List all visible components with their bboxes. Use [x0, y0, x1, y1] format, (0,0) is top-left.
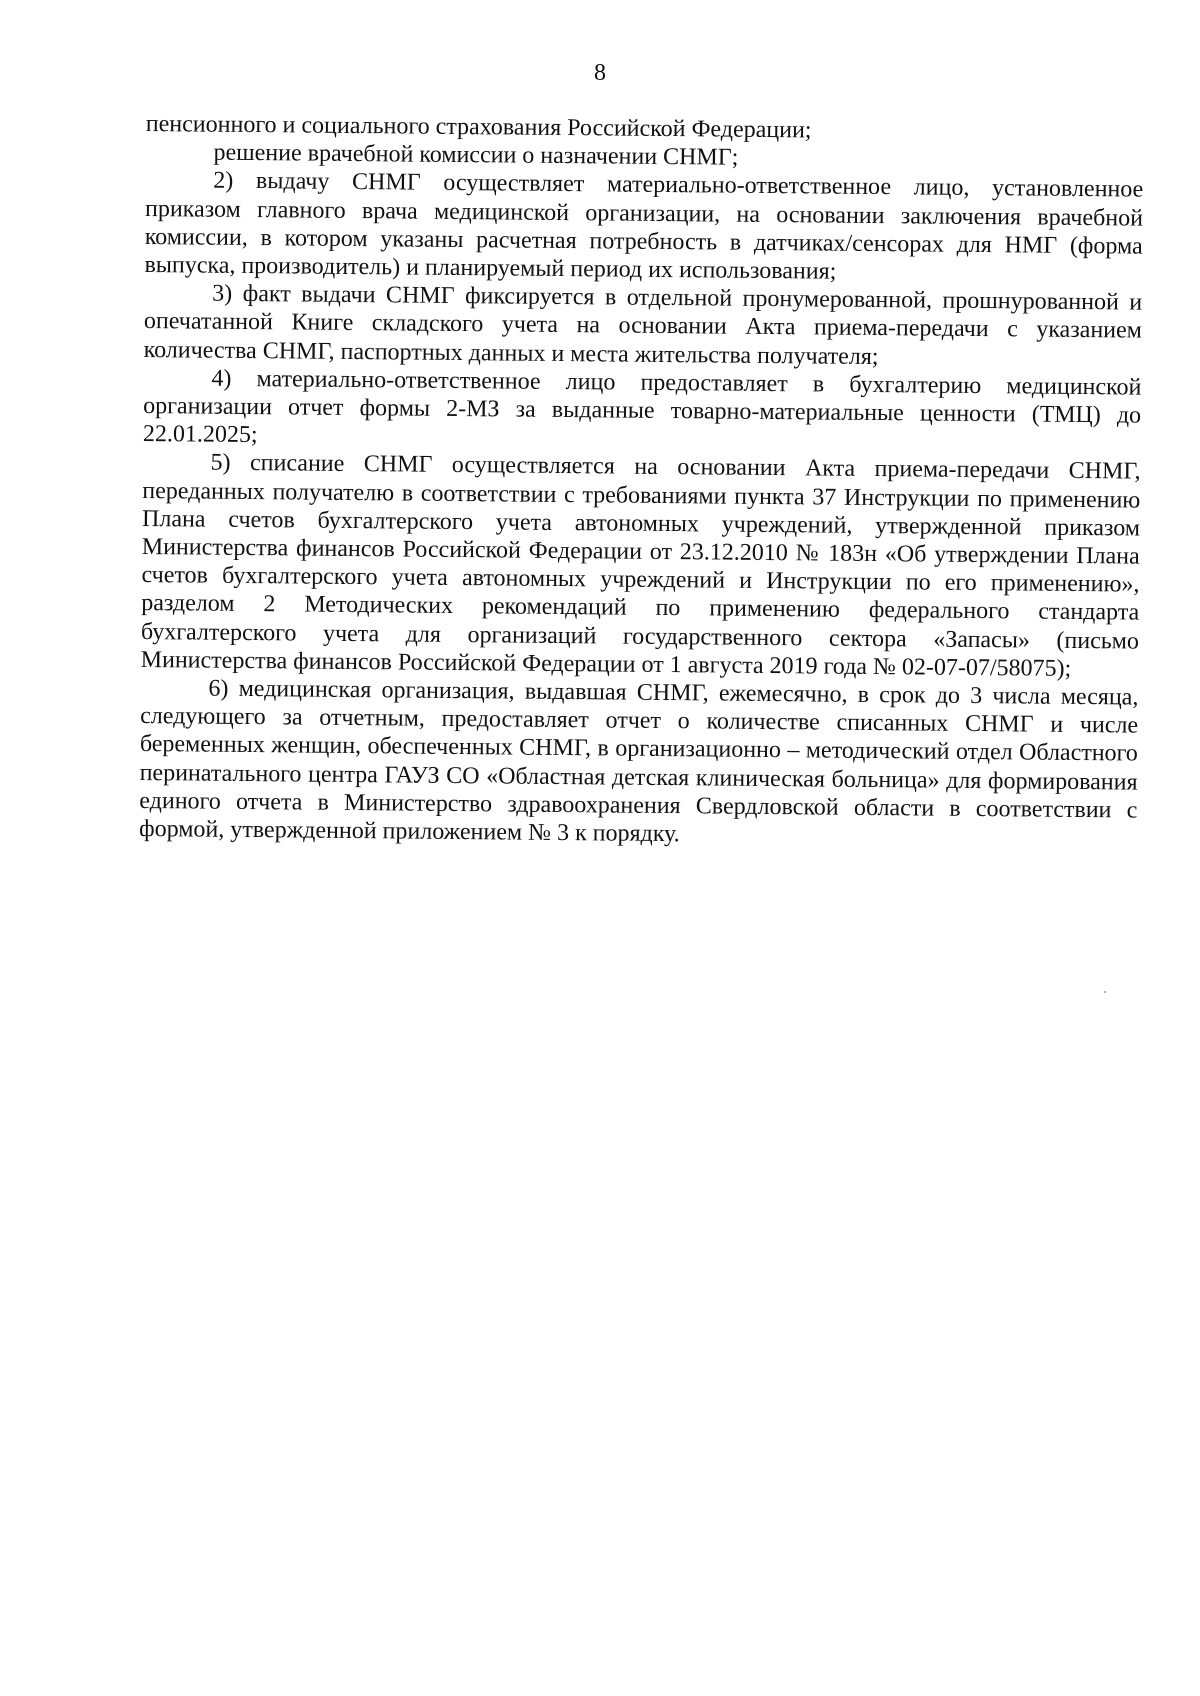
paragraph-item-2: 2) выдачу СНМГ осуществляет материально-ответственное лицо, установленное приказом главного врача медицинской организации, на основании заключения врачебной комиссии, в котором указаны расчетная потребность в датчиках/сенсорах для НМГ (форма выпуска, производитель) и планируемый период их использования;	[144, 168, 1144, 285]
scan-speck	[1104, 991, 1106, 993]
paragraph-medical-commission-decision: решение врачебной комиссии о назначении СНМГ;	[213, 139, 739, 171]
paragraph-item-5: 5) списание СНМГ осуществляется на основании Акта приема-передачи СНМГ, переданных получателю в соответствии с требованиями пункта 37 Инструкции по применению Плана счетов бухгалтерского учета автономных учреждений, утвержденной приказом Министерства финансов Российской Федерации от 23.12.2010 № 183н «Об утверждении Плана счетов бухгалтерского учета автономных учреждений и Инструкции по его применению», разделом 2 Методических рекомендаций по применению федерального стандарта бухгалтерского учета для организаций государственного сектора «Запасы» (письмо Министерства финансов Российской Федерации от 1 августа 2019 года № 02-07-07/58075);	[140, 450, 1141, 682]
paragraph-continuation: пенсионного и социального страхования Российской Федерации;	[145, 110, 812, 144]
document-body	[139, 110, 1144, 853]
paragraph-item-4: 4) материально-ответственное лицо предоставляет в бухгалтерию медицинской организации отчет формы 2-МЗ за выданные товарно-материальные ценности (ТМЦ) до 22.01.2025;	[142, 365, 1142, 449]
paragraph-item-3: 3) факт выдачи СНМГ фиксируется в отдельной пронумерованной, прошнурованной и опечатанной Книге складского учета на основании Акта приема-передачи с указанием количества СНМГ, паспортных данных и места жительства получателя;	[143, 280, 1143, 370]
page-number: 8	[594, 60, 606, 86]
paragraph-item-6: 6) медицинская организация, выдавшая СНМГ, ежемесячно, в срок до 3 числа месяца, следующего за отчетным, предоставляет отчет о количестве списанных СНМГ и числе беременных женщин, обеспеченных СНМГ, в организационно – методический отдел Областного перинатального центра ГАУЗ СО «Областная детская клиническая больница» для формирования единого отчета в Министерство здравоохранения Свердловской области в соответствии с формой, утвержденной приложением № 3 к порядку.	[138, 675, 1139, 848]
